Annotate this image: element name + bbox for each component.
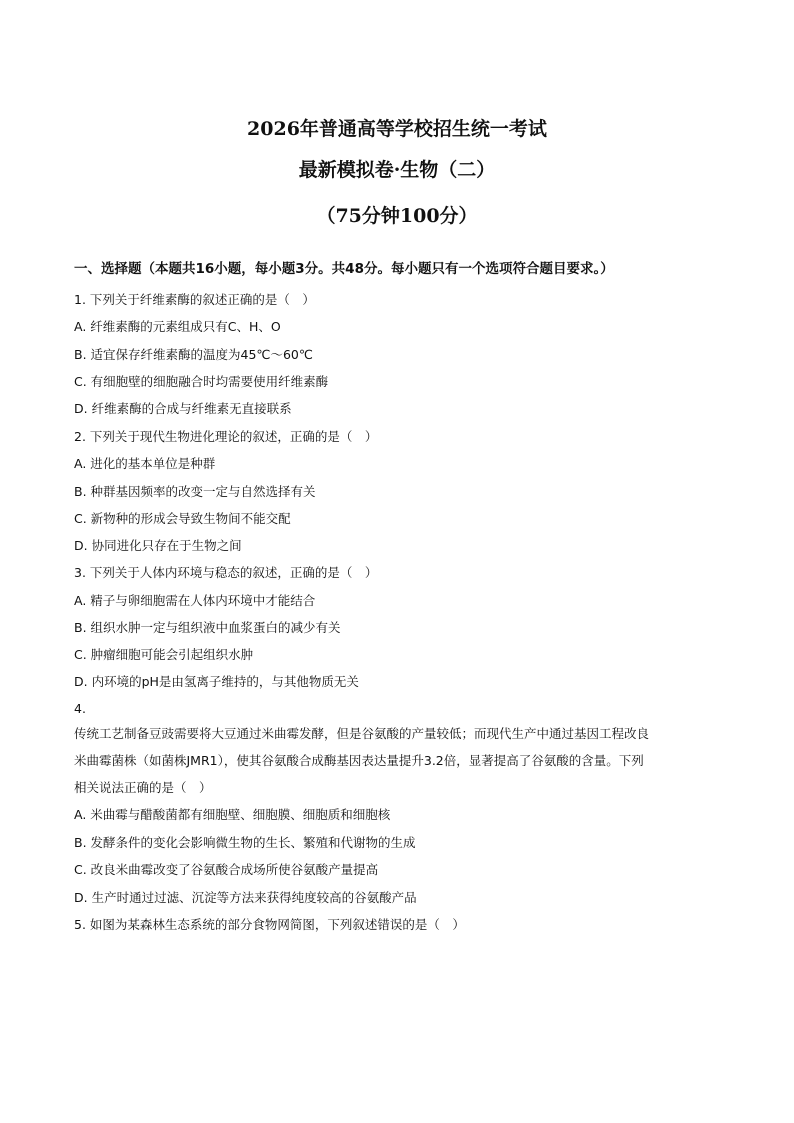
question-1-option-d: D. 纤维素酶的合成与纤维素无直接联系 (74, 401, 292, 416)
question-4-stem-line-1: 传统工艺制备豆豉需要将大豆通过米曲霉发酵，但是谷氨酸的产量较低；而现代生产中通过基因工程改良 (74, 726, 650, 741)
question-2-option-a: A. 进化的基本单位是种群 (74, 456, 216, 471)
question-3-option-d: D. 内环境的pH是由氢离子维持的，与其他物质无关 (74, 674, 359, 689)
question-4-stem-line-3: 相关说法正确的是（ ） (74, 780, 212, 795)
question-2-option-d: D. 协同进化只存在于生物之间 (74, 538, 242, 553)
question-4-option-a: A. 米曲霉与醋酸菌都有细胞壁、细胞膜、细胞质和细胞核 (74, 807, 391, 822)
question-3-stem: 3. 下列关于人体内环境与稳态的叙述，正确的是（ ） (74, 565, 378, 580)
exam-subtitle: 最新模拟卷·生物（二） (298, 159, 496, 181)
question-5-stem: 5. 如图为某森林生态系统的部分食物网简图，下列叙述错误的是（ ） (74, 917, 465, 932)
question-1-stem: 1. 下列关于纤维素酶的叙述正确的是（ ） (74, 292, 315, 307)
question-3-option-c: C. 肿瘤细胞可能会引起组织水肿 (74, 647, 254, 662)
question-2-stem: 2. 下列关于现代生物进化理论的叙述，正确的是（ ） (74, 429, 378, 444)
question-2-option-c: C. 新物种的形成会导致生物间不能交配 (74, 511, 291, 526)
exam-title: 2026年普通高等学校招生统一考试 (247, 118, 547, 140)
question-4-option-b: B. 发酵条件的变化会影响微生物的生长、繁殖和代谢物的生成 (74, 835, 416, 850)
question-4-stem-line-2: 米曲霉菌株（如菌株JMR1），使其谷氨酸合成酶基因表达量提升3.2倍，显著提高了谷氨酸的含量。下列 (74, 753, 644, 768)
question-1-option-a: A. 纤维素酶的元素组成只有C、H、O (74, 319, 281, 334)
question-2-option-b: B. 种群基因频率的改变一定与自然选择有关 (74, 484, 316, 499)
question-3-option-b: B. 组织水肿一定与组织液中血浆蛋白的减少有关 (74, 620, 341, 635)
question-1-option-b: B. 适宜保存纤维素酶的温度为45℃～60℃ (74, 347, 313, 362)
question-1-option-c: C. 有细胞壁的细胞融合时均需要使用纤维素酶 (74, 374, 329, 389)
section-heading: 一、选择题（本题共16小题，每小题3分。共48分。每小题只有一个选项符合题目要求。） (74, 261, 614, 277)
question-4-option-c: C. 改良米曲霉改变了谷氨酸合成场所使谷氨酸产量提高 (74, 862, 379, 877)
exam-time-score: （75分钟100分） (316, 205, 478, 227)
question-4-number: 4. (74, 701, 86, 716)
question-4-option-d: D. 生产时通过过滤、沉淀等方法来获得纯度较高的谷氨酸产品 (74, 890, 417, 905)
question-3-option-a: A. 精子与卵细胞需在人体内环境中才能结合 (74, 593, 316, 608)
